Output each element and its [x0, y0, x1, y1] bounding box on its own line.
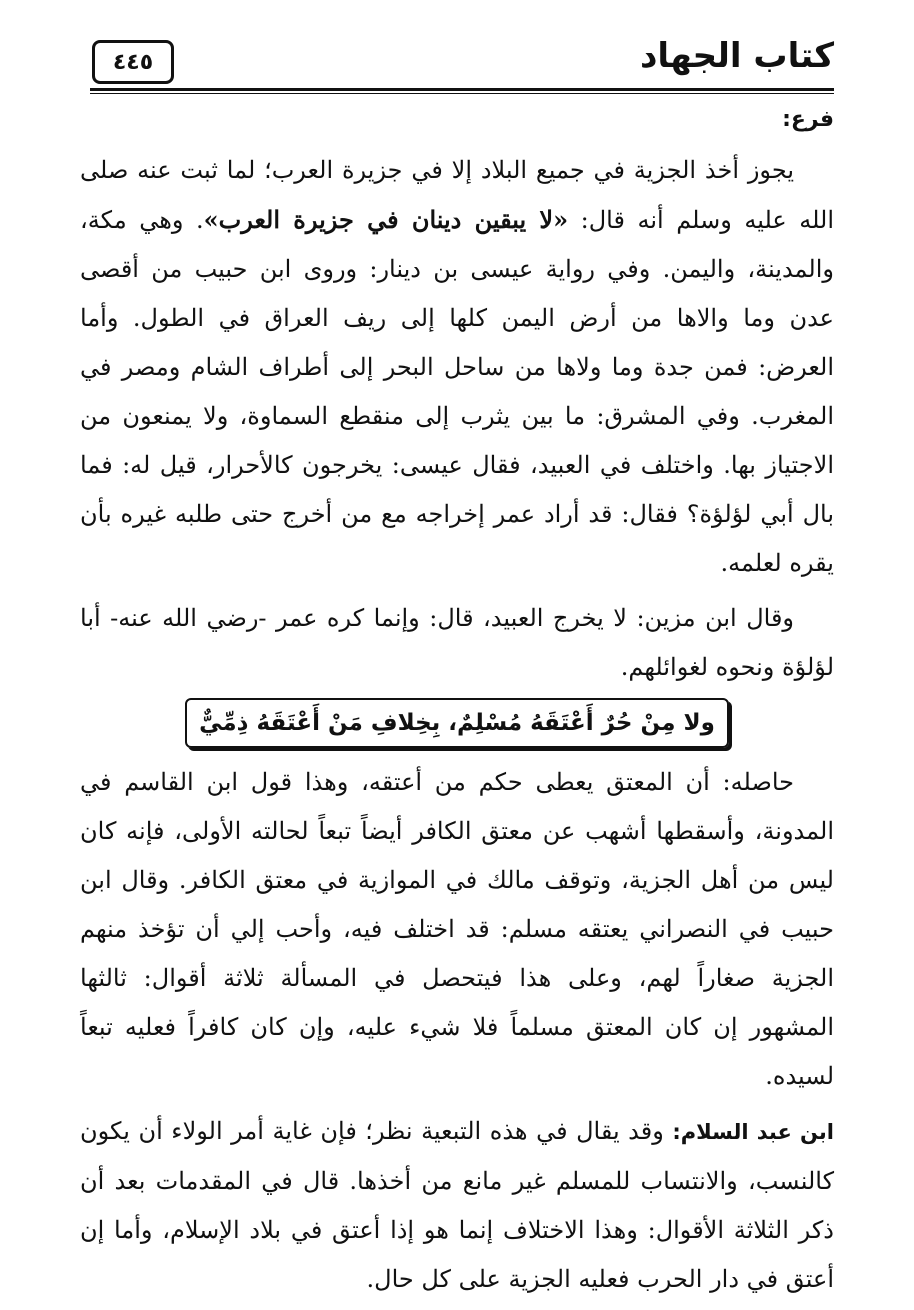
page-header [90, 30, 834, 90]
paragraph-1-start: يجوز أخذ الجزية في جميع البلاد إلا في جزيرة العرب؛ لما ثبت عنه صلى الله عليه وسلم أنه قال: [80, 156, 835, 234]
hadith-quote: «لا يبقين دينان في جزيرة العرب» [203, 205, 569, 234]
commentary-paragraph-1: حاصله: أن المعتق يعطى حكم من أعتقه، وهذا قول ابن القاسم في المدونة، وأسقطها أشهب عن معتق الكافر أيضاً تبعاً لحالته الأولى، فإنه كان ليس من أهل الجزية، وتوقف مالك في الموازية في معتق الكافر. وقال ابن حبيب في النصراني يعتقه مسلم: قد اختلف فيه، وأحب إلي أن تؤخذ منهم الجزية صغاراً لهم، وعلى هذا فيتحصل في المسألة ثلاثة أقوال: ثالثها المشهور إن كان المعتق مسلماً فلا شيء عليه، وإن كان كافراً فعليه تبعاً لسيده. [80, 768, 834, 1090]
paragraph-2: وقال ابن مزين: لا يخرج العبيد، قال: وإنما كره عمر -رضي الله عنه- أبا لؤلؤة ونحوه لغوائلهم. [80, 604, 834, 681]
page-number: ٤٤٥ [112, 49, 154, 75]
matn-frame [80, 698, 834, 748]
section-heading: فرع: [782, 107, 834, 132]
commentary-paragraph-2-text: وقد يقال في هذه التبعية نظر؛ فإن غاية أمر الولاء أن يكون كالنسب، والانتساب للمسلم غير مانع من أخذها. قال في المقدمات بعد أن ذكر الثلاثة الأقوال: وهذا الاختلاف إنما هو إذا أعتق في بلاد الإسلام، وأما إن أعتق في دار الحرب فعليه الجزية على كل حال. [80, 1117, 834, 1293]
page-body [80, 100, 834, 1310]
paragraph-1 [80, 146, 834, 588]
chapter-title: كتاب الجهاد [639, 36, 834, 76]
scholar-label: ابن عبد السلام: [672, 1120, 834, 1144]
matn-text: ولا مِنْ حُرٌ أَعْتَقَهُ مُسْلِمٌ، بِخِلافِ مَنْ أَعْتَقَهُ ذِمِّيٌّ [185, 698, 729, 748]
page-number-box [92, 40, 174, 84]
paragraph-1-rest: . وهي مكة، والمدينة، واليمن. وفي رواية عيسى بن دينار: وروى ابن حبيب من أقصى عدن وما والاها من أرض اليمن كلها إلى ريف العراق في الطول. وأما العرض: فمن جدة وما ولاها من ساحل البحر إلى أطراف الشام ومصر في المغرب. وفي المشرق: ما بين يثرب إلى منقطع السماوة، ولا يمنعون من الاجتياز بها. واختلف في العبيد، فقال عيسى: يخرجون كالأحرار، قيل له: فما بال أبي لؤلؤة؟ فقال: قد أراد عمر إخراجه مع من أخرج حتى طلبه غيره بأن يقره لعلمه. [80, 206, 835, 577]
header-divider-thin [90, 93, 834, 94]
commentary-paragraph-2 [80, 1107, 834, 1304]
header-divider [90, 88, 834, 91]
